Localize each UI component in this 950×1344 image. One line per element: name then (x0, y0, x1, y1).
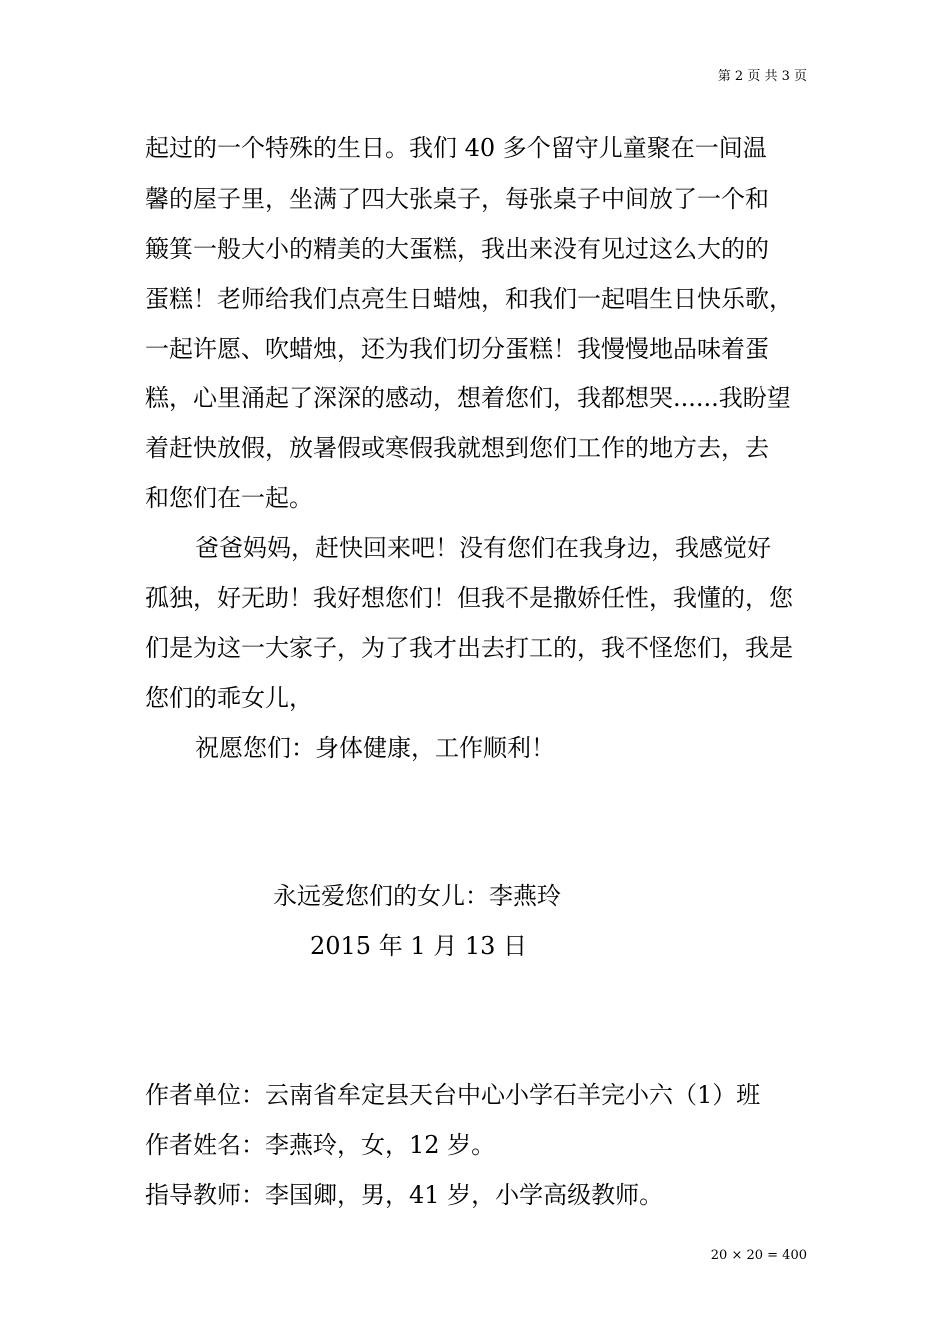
paragraph-line: 们是为这一大家子，为了我才出去打工的，我不怪您们，我是 (145, 634, 793, 662)
paragraph-line: 馨的屋子里，坐满了四大张桌子，每张桌子中间放了一个和 (145, 185, 769, 213)
author-unit: 作者单位：云南省牟定县天台中心小学石羊完小六（1）班 (145, 1081, 761, 1109)
page-indicator: 第 2 页 共 3 页 (717, 69, 807, 84)
paragraph-line: 爸爸妈妈，赶快回来吧！没有您们在我身边，我感觉好 (195, 534, 771, 562)
date-line: 2015 年 1 月 13 日 (310, 932, 528, 960)
paragraph-line: 孤独，好无助！我好想您们！但我不是撒娇任性，我懂的，您 (145, 584, 793, 612)
paragraph-line: 起过的一个特殊的生日。我们 40 多个留守儿童聚在一间温 (145, 134, 767, 162)
paragraph-line: 蛋糕！老师给我们点亮生日蜡烛，和我们一起唱生日快乐歌， (145, 285, 793, 313)
author-name: 作者姓名：李燕玲，女，12 岁。 (145, 1131, 496, 1159)
paragraph-line: 一起许愿、吹蜡烛，还为我们切分蛋糕！我慢慢地品味着蛋 (145, 335, 769, 363)
paragraph-line: 着赶快放假，放暑假或寒假我就想到您们工作的地方去，去 (145, 434, 769, 462)
paragraph-line: 您们的乖女儿， (145, 684, 313, 712)
blessing-line: 祝愿您们：身体健康，工作顺利！ (195, 734, 555, 762)
paragraph-line: 糕，心里涌起了深深的感动，想着您们，我都想哭......我盼望 (145, 384, 791, 412)
paragraph-line: 簸箕一般大小的精美的大蛋糕，我出来没有见过这么大的的 (145, 235, 769, 263)
paragraph-line: 和您们在一起。 (145, 484, 313, 512)
instructor-info: 指导教师：李国卿，男，41 岁，小学高级教师。 (145, 1181, 664, 1209)
signature-line: 永远爱您们的女儿：李燕玲 (273, 882, 561, 910)
grid-count-note: 20 × 20 = 400 (710, 1248, 807, 1263)
